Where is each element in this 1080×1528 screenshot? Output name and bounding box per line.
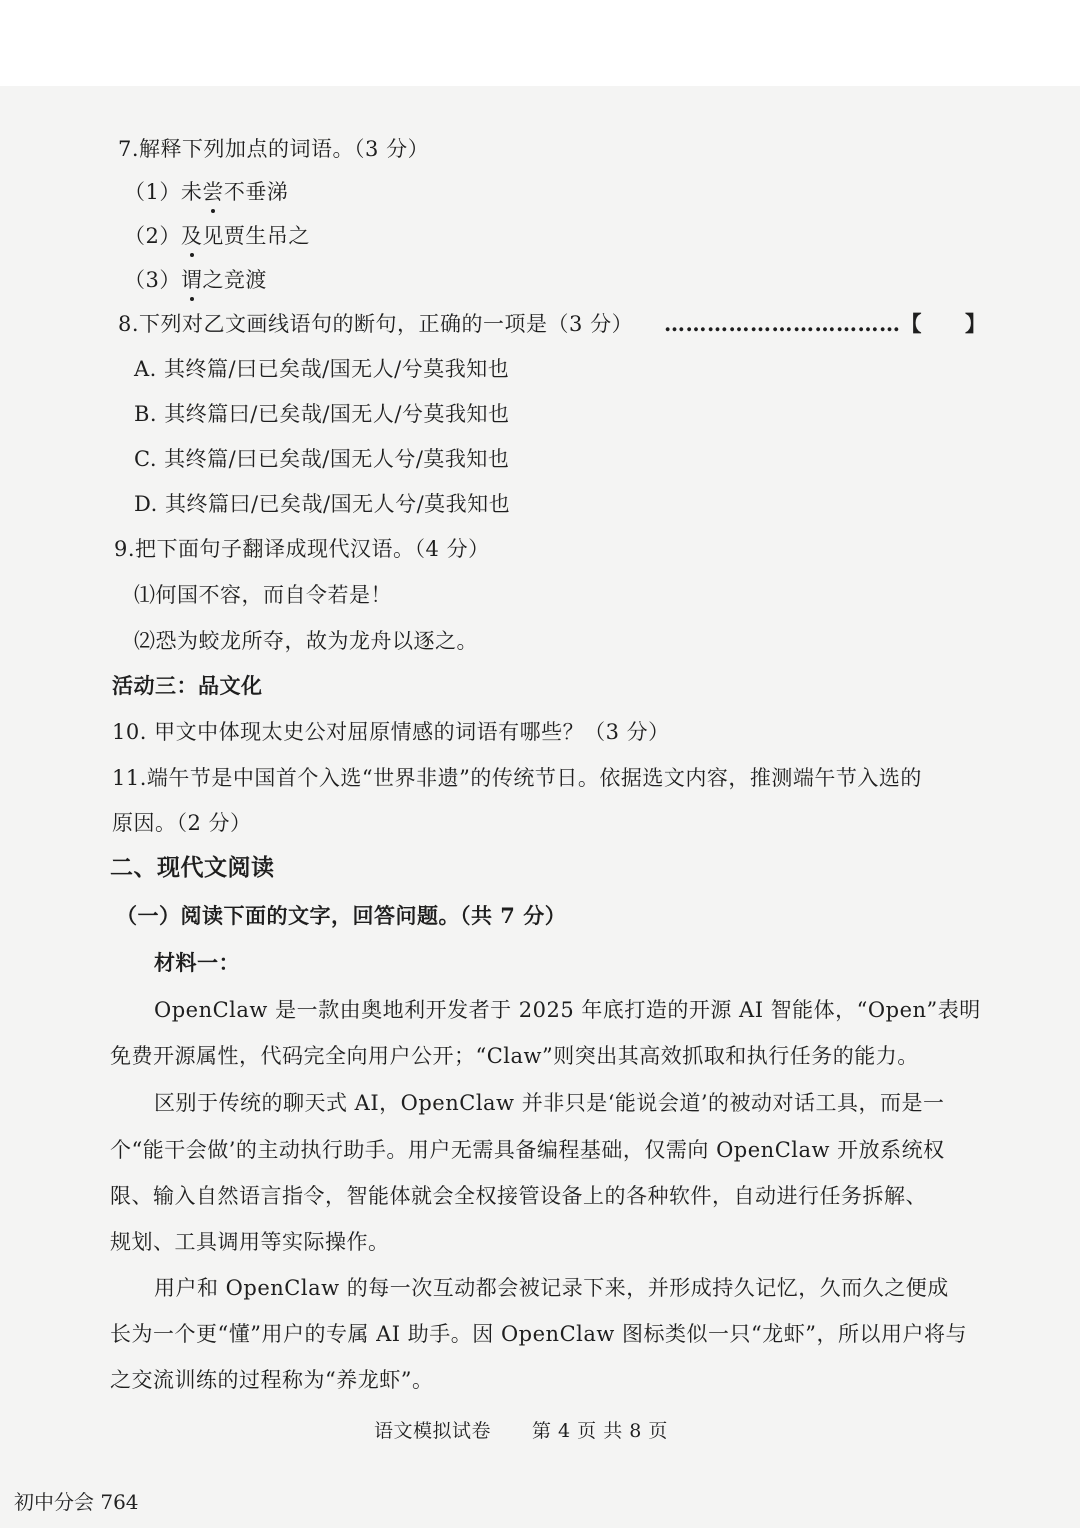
question-11-line-2: 原因。（2 分）	[112, 811, 252, 835]
question-11-line-1: 11.端午节是中国首个入选“世界非遗”的传统节日。依据选文内容，推测端午节入选的	[112, 766, 922, 790]
question-9-item-2: ⑵恐为蛟龙所夺，故为龙舟以逐之。	[134, 629, 478, 653]
question-8-option-b: B. 其终篇曰/已矣哉/国无人/兮莫我知也	[134, 402, 510, 426]
dotted-character: 尝	[202, 177, 224, 207]
item-text: 之竞渡	[202, 268, 267, 292]
paragraph-line: 区别于传统的聊天式 AI，OpenClaw 并非只是‘能说会道’的被动对话工具，而是一	[154, 1091, 945, 1115]
question-8-option-d: D. 其终篇曰/已矣哉/国无人兮/莫我知也	[134, 492, 511, 516]
item-text: 未	[180, 180, 203, 204]
footer-exam-name: 语文模拟试卷	[374, 1420, 492, 1442]
watermark-text: 初中分会 764	[14, 1490, 139, 1514]
dotted-character: 谓	[181, 265, 203, 295]
question-9-item-1: ⑴何国不容，而自令若是！	[134, 583, 392, 607]
question-8-option-c: C. 其终篇/曰已矣哉/国无人兮/莫我知也	[134, 447, 510, 471]
question-7-item-2	[124, 221, 310, 251]
item-text: 见贾生吊之	[202, 224, 310, 248]
paragraph-line: 规划、工具调用等实际操作。	[110, 1230, 390, 1254]
paragraph-line: OpenClaw 是一款由奥地利开发者于 2025 年底打造的开源 AI 智能体，“Open”表明	[154, 998, 981, 1022]
answer-bracket: ……………………………【 】	[664, 311, 987, 336]
paragraph-line: 用户和 OpenClaw 的每一次互动都会被记录下来，并形成持久记忆，久而久之便成	[154, 1276, 949, 1300]
question-8-title: 8.下列对乙文画线语句的断句，正确的一项是（3 分）	[118, 312, 634, 336]
question-7-item-3	[124, 265, 267, 295]
activity-heading: 活动三：品文化	[112, 673, 263, 698]
part-heading: （一）阅读下面的文字，回答问题。（共 7 分）	[116, 903, 567, 928]
top-margin	[0, 0, 1080, 86]
item-number: （2）	[124, 224, 181, 248]
item-number: （3）	[124, 268, 181, 292]
paragraph-line: 长为一个更“懂”用户的专属 AI 助手。因 OpenClaw 图标类似一只“龙虾”，所以用户将与	[110, 1322, 967, 1346]
paragraph-line: 免费开源属性，代码完全向用户公开；“Claw”则突出其高效抓取和执行任务的能力。	[110, 1044, 919, 1068]
paragraph-line: 个“能干会做’的主动执行助手。用户无需具备编程基础，仅需向 OpenClaw 开放系统权	[110, 1138, 945, 1162]
section-heading: 二、现代文阅读	[110, 854, 275, 881]
question-7-title: 7.解释下列加点的词语。（3 分）	[118, 137, 430, 161]
question-9-title: 9.把下面句子翻译成现代汉语。（4 分）	[114, 537, 490, 561]
paragraph-line: 之交流训练的过程称为“养龙虾”。	[110, 1368, 434, 1392]
material-label: 材料一：	[154, 950, 240, 975]
item-number: （1）	[124, 180, 181, 204]
item-text: 不垂涕	[223, 180, 289, 204]
question-7-item-1	[124, 177, 288, 207]
question-10: 10. 甲文中体现太史公对屈原情感的词语有哪些？（3 分）	[112, 720, 670, 744]
question-8-option-a: A. 其终篇/曰已矣哉/国无人/兮莫我知也	[134, 357, 510, 381]
dotted-character: 及	[181, 221, 203, 251]
exam-page	[0, 86, 1080, 1528]
paragraph-line: 限、输入自然语言指令，智能体就会全权接管设备上的各种软件，自动进行任务拆解、	[110, 1184, 927, 1208]
footer-page-number: 第 4 页 共 8 页	[532, 1420, 668, 1442]
